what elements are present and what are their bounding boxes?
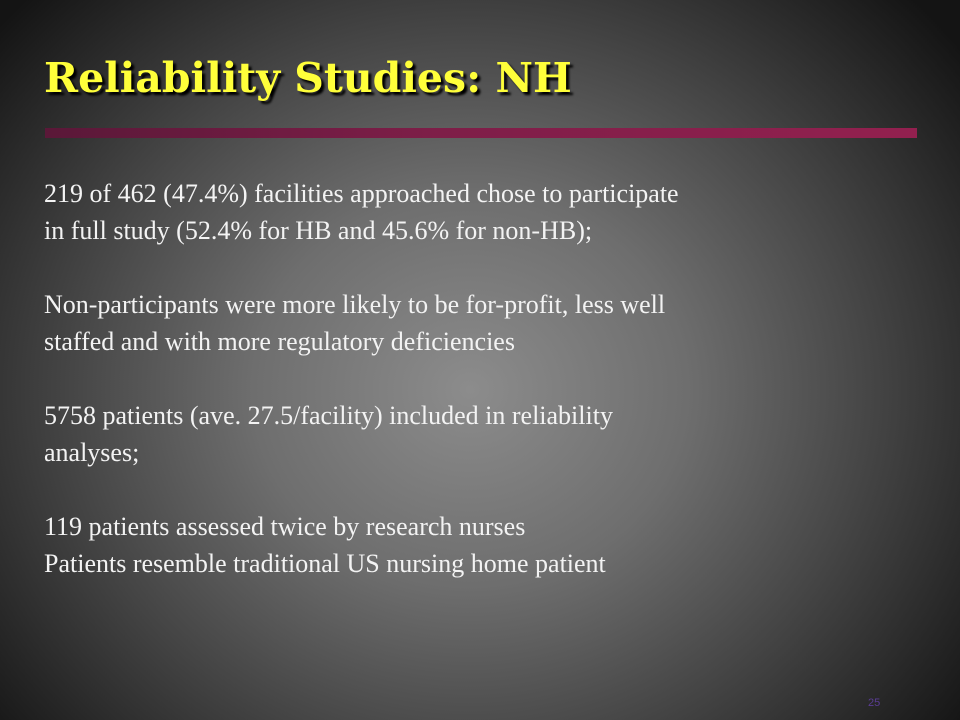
paragraph-participation <box>44 175 924 249</box>
body-line: 119 patients assessed twice by research nurses <box>44 512 526 541</box>
body-line: Patients resemble traditional US nursing home patient <box>44 549 606 578</box>
slide-title: Reliability Studies: NH <box>44 54 572 102</box>
body-line: 5758 patients (ave. 27.5/facility) included in reliability <box>44 401 613 430</box>
paragraph-patients <box>44 397 924 471</box>
body-line: Non-participants were more likely to be for-profit, less well <box>44 290 666 319</box>
body-line: 219 of 462 (47.4%) facilities approached chose to participate <box>44 179 679 208</box>
body-line: analyses; <box>44 438 140 467</box>
title-divider <box>45 128 917 138</box>
page-number: 25 <box>868 697 881 709</box>
body-line: in full study (52.4% for HB and 45.6% for non-HB); <box>44 216 593 245</box>
paragraph-assessment <box>44 508 924 582</box>
body-line: staffed and with more regulatory deficiencies <box>44 327 515 356</box>
paragraph-non-participants <box>44 286 924 360</box>
slide-body <box>44 175 924 619</box>
